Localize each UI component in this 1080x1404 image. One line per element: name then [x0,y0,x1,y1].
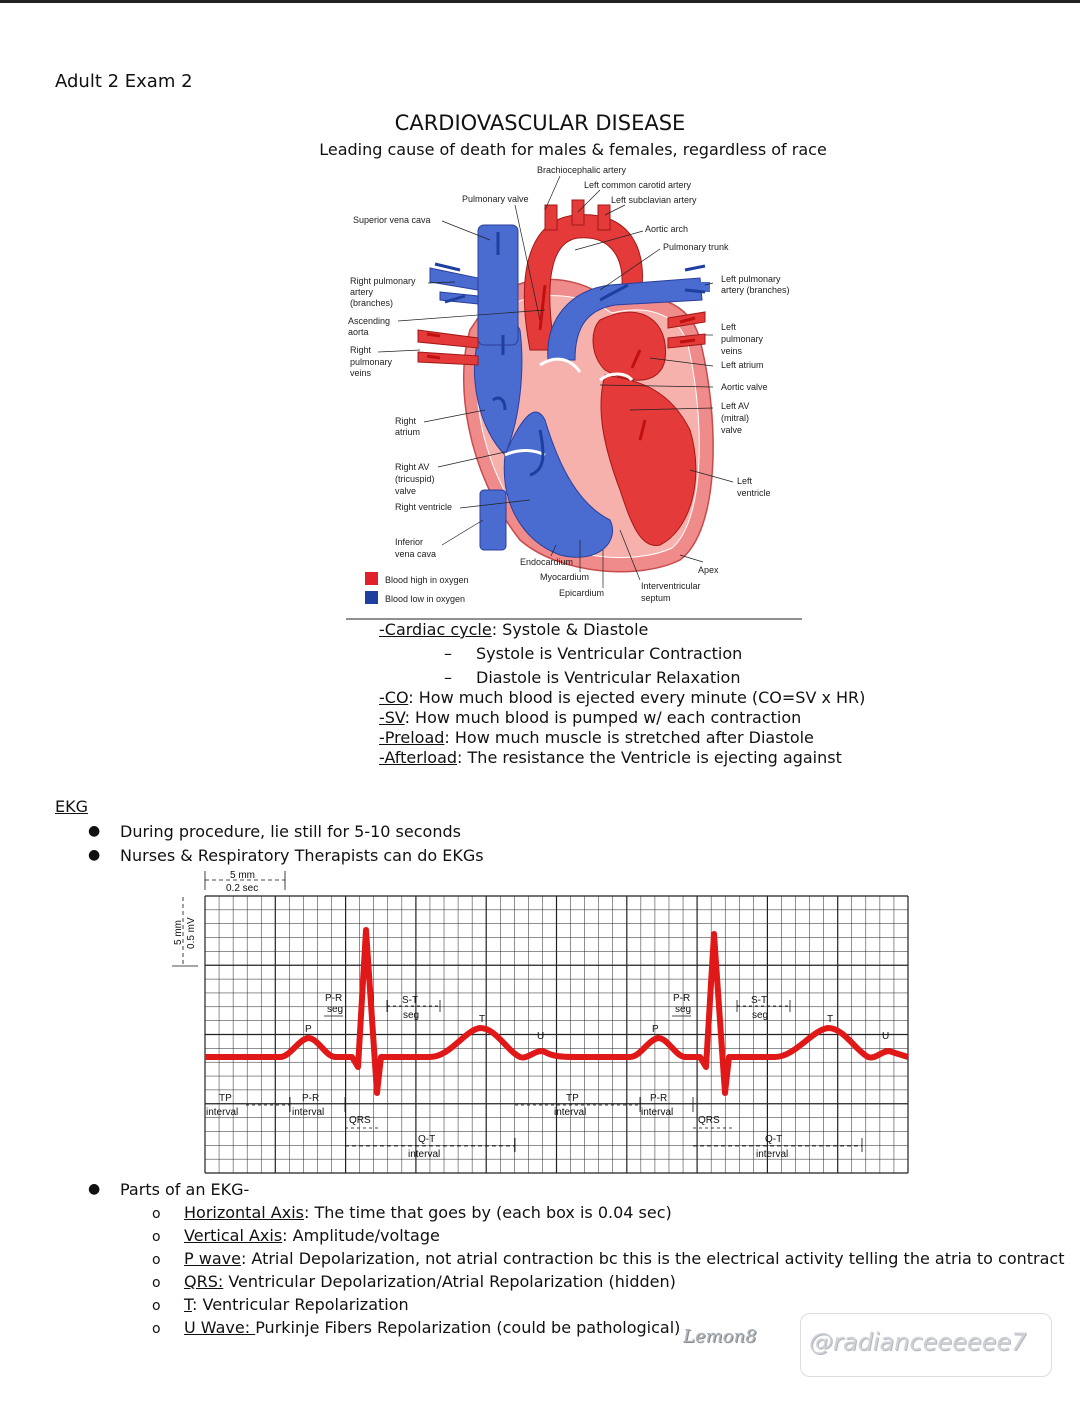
label-qt-2: interval [756,1149,789,1160]
label-ascending-aorta-1: Ascending [348,316,391,326]
label-pr-int-2: interval [641,1107,674,1118]
label-right-av-2: (tricuspid) [395,474,435,484]
label-aortic-arch: Aortic arch [645,224,689,234]
ekg-part-item [184,1203,672,1222]
ekg-part-item [184,1272,676,1291]
ekg-bullet-1: During procedure, lie still for 5-10 seconds [120,822,461,841]
term-co: -CO [379,688,409,707]
co-line [379,688,865,707]
top-border [0,0,1080,3]
ekg-part-desc: Purkinje Fibers Repolarization (could be pathological) [255,1318,681,1337]
document-title: Adult 2 Exam 2 [55,71,193,92]
lemon8-logo: Lemon8 [683,1326,757,1347]
label-right-av-1: Right AV [395,462,430,472]
label-right-av-3: valve [395,486,417,496]
label-pr-seg-1: P-R [673,993,691,1004]
label-interventricular-2: septum [641,593,671,603]
label-left-av-1: Left AV [721,401,750,411]
label-pr-seg-1: P-R [325,993,343,1004]
label-st-seg-2: seg [752,1010,769,1021]
legend-label-oxygen-low: Blood low in oxygen [385,594,466,604]
label-right-ventricle: Right ventricle [395,502,453,512]
label-u: U [882,1031,890,1042]
bullet-dot: ● [88,1181,101,1197]
label-p: P [652,1024,659,1035]
systole-text: Systole is Ventricular Contraction [476,644,743,663]
brachiocephalic-vessel [545,205,557,230]
diastole-text: Diastole is Ventricular Relaxation [476,668,741,687]
label-ivc-1: Inferior [395,537,424,547]
label-epicardium: Epicardium [559,588,605,598]
label-pr-int-2: interval [292,1107,325,1118]
sv-desc: : How much blood is pumped w/ each contraction [404,708,802,727]
inferior-vena-cava [480,490,506,550]
label-left-common-carotid: Left common carotid artery [584,180,692,190]
watermark-box [800,1313,1052,1377]
label-pr-int-1: P-R [650,1093,668,1104]
ekg-part-term: U Wave: [184,1318,256,1337]
label-left-atrium: Left atrium [721,360,764,370]
ekg-part-item [184,1318,680,1337]
ekg-bullet-3: Parts of an EKG- [120,1180,250,1199]
label-pr-seg-2: seg [327,1004,344,1015]
label-t: T [827,1014,834,1025]
label-svc: Superior vena cava [353,215,431,225]
label-u: U [537,1031,545,1042]
label-left-ventricle-1: Left [737,476,753,486]
ekg-part-term: Vertical Axis [184,1226,283,1245]
ekg-part-item [184,1249,1064,1268]
ekg-bullet-2: Nurses & Respiratory Therapists can do EKGs [120,846,484,865]
label-right-pulm-veins-2: pulmonary [350,357,393,367]
label-qt-1: Q-T [418,1134,436,1145]
section-title: CARDIOVASCULAR DISEASE [394,111,686,135]
dash: – [444,668,452,687]
label-right-pulm-veins-1: Right [350,345,372,355]
label-st-seg-1: S-T [751,995,768,1006]
sub-bullet-circle: o [152,1321,161,1337]
label-left-pulm-veins-2: pulmonary [721,334,764,344]
section-subtitle: Leading cause of death for males & females, regardless of race [319,140,827,159]
label-myocardium: Myocardium [540,572,590,582]
label-tp-1: TP [566,1093,579,1104]
sub-bullet-circle: o [152,1275,161,1291]
ekg-part-item [184,1295,409,1314]
legend-swatch-oxygen-low [365,591,378,604]
label-brachiocephalic: Brachiocephalic artery [537,165,627,175]
legend-label-oxygen-high: Blood high in oxygen [385,575,469,585]
legend-swatch-oxygen-high [365,572,378,585]
afterload-line [379,748,842,767]
label-st-seg-2: seg [403,1010,420,1021]
bullet-dot: ● [88,847,101,863]
watermark-handle: @radianceeeeee7 [809,1328,1027,1356]
co-desc: : How much blood is ejected every minute (CO=SV x HR) [408,688,866,707]
sub-bullet-circle: o [152,1229,161,1245]
ekg-part-desc: : Amplitude/voltage [282,1226,440,1245]
label-right-pulm-veins-3: veins [350,368,372,378]
label-left-av-3: valve [721,425,743,435]
ekg-part-item [184,1226,440,1245]
label-right-atrium-1: Right [395,416,417,426]
ekg-part-desc: : Atrial Depolarization, not atrial contraction bc this is the electrical activity telling the atria to contract [240,1249,1065,1268]
ekg-annotations [206,993,889,1160]
preload-desc: : How much muscle is stretched after Diastole [444,728,814,747]
label-left-pulm-artery-2: artery (branches) [721,285,790,295]
term-afterload: -Afterload [379,748,458,767]
label-left-pulm-artery-1: Left pulmonary [721,274,781,284]
label-ivc-2: vena cava [395,549,437,559]
cardiac-cycle-desc: : Systole & Diastole [491,620,649,639]
systole-line [444,644,743,663]
label-left-ventricle-2: ventricle [737,488,771,498]
label-qt-1: Q-T [765,1134,783,1145]
ekg-diagram [165,866,915,1176]
term-sv: -SV [379,708,405,727]
subclavian-vessel [598,205,610,230]
sub-bullet-circle: o [152,1252,161,1268]
label-pulmonary-valve: Pulmonary valve [462,194,529,204]
ekg-heading: EKG [55,797,88,816]
label-qt-2: interval [408,1149,441,1160]
ekg-part-desc: Ventricular Depolarization/Atrial Repolarization (hidden) [223,1272,676,1291]
label-ascending-aorta-2: aorta [348,327,369,337]
carotid-vessel [572,200,584,225]
dash: – [444,644,452,663]
label-right-atrium-2: atrium [395,427,421,437]
label-left-subclavian: Left subclavian artery [611,195,697,205]
label-endocardium: Endocardium [520,557,574,567]
label-p: P [305,1024,312,1035]
bullet-dot: ● [88,823,101,839]
label-tp-2: interval [554,1107,587,1118]
scale-vert-5mm: 5 mm [173,920,184,945]
ekg-part-desc: : The time that goes by (each box is 0.04 sec) [303,1203,672,1222]
preload-line [379,728,814,747]
label-left-pulm-veins-3: veins [721,346,743,356]
scale-5mm: 5 mm [230,870,255,881]
sub-bullet-circle: o [152,1206,161,1222]
scale-02sec: 0.2 sec [226,883,259,894]
heart-diagram [340,160,810,620]
label-pr-seg-2: seg [675,1004,692,1015]
label-qrs: QRS [349,1115,371,1126]
label-right-pulm-artery-3: (branches) [350,298,394,308]
term-preload: -Preload [379,728,445,747]
term-cardiac-cycle: -Cardiac cycle [379,620,492,639]
afterload-desc: : The resistance the Ventricle is ejecting against [457,748,842,767]
label-tp-2: interval [206,1107,239,1118]
ekg-part-term: T [184,1295,193,1314]
label-left-av-2: (mitral) [721,413,749,423]
label-interventricular-1: Interventricular [641,581,701,591]
ekg-part-term: Horizontal Axis [184,1203,304,1222]
label-st-seg-1: S-T [402,995,419,1006]
label-qrs: QRS [698,1115,720,1126]
sub-bullet-circle: o [152,1298,161,1314]
diastole-line [444,668,741,687]
label-pr-int-1: P-R [302,1093,320,1104]
ekg-part-term: P wave [184,1249,241,1268]
label-right-pulm-artery-2: artery [350,287,374,297]
label-t: T [479,1014,486,1025]
cardiac-cycle-line [379,620,648,639]
label-right-pulm-artery-1: Right pulmonary [350,276,416,286]
label-left-pulm-veins-1: Left [721,322,737,332]
label-tp-1: TP [219,1093,232,1104]
label-pulmonary-trunk: Pulmonary trunk [663,242,729,252]
scale-vert-05mv: 0.5 mV [186,917,197,949]
sv-line [379,708,801,727]
ekg-part-desc: : Ventricular Repolarization [192,1295,409,1314]
ekg-part-term: QRS: [184,1272,224,1291]
label-apex: Apex [698,565,719,575]
label-aortic-valve: Aortic valve [721,382,768,392]
